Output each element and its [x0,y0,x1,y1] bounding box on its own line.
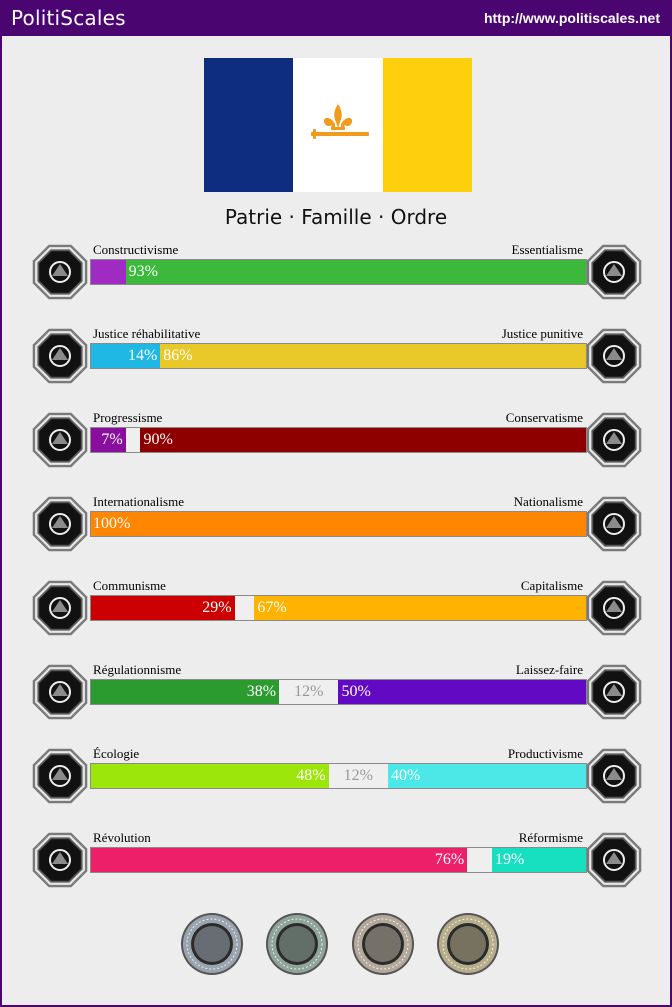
axis-left-segment: 38% [91,680,279,704]
axis-right-segment: 90% [140,428,586,452]
flag-stripe-right [383,58,472,192]
axis-right-label: Justice punitive [501,326,583,341]
axis-left-label: Internationalisme [93,494,184,509]
gear-icon [584,746,644,806]
axis-neutral-segment [126,428,141,452]
axis-bar [90,763,587,789]
axis-right-segment: 19% [492,848,586,872]
pyramid-eye-seal-icon [265,912,329,976]
axis-left-segment: 48% [91,764,329,788]
ruler-icon [30,662,90,722]
axis-left-label: Révolution [93,830,151,845]
feather-icon [30,410,90,470]
axis-neutral-segment [235,596,255,620]
money-bag-icon [584,578,644,638]
axis-right-segment: 86% [160,344,586,368]
axis-left-label: Constructivisme [93,242,179,257]
gear-icon [584,746,644,806]
axis-left-segment: 29% [91,596,235,620]
globe-icon [30,494,90,554]
handshake-icon [30,326,90,386]
eye-icon [30,242,90,302]
axis-row [2,830,670,894]
hammer-sickle-icon [30,578,90,638]
quill-icon [584,410,644,470]
axis-left-segment: 76% [91,848,467,872]
compass-seal-icon [351,912,415,976]
tree-icon [30,746,90,806]
axis-bar [90,427,587,453]
axis-row [2,326,670,390]
axis-neutral-segment [467,848,492,872]
axis-left-segment: 14% [91,344,160,368]
axis-left-segment: 7% [91,428,126,452]
flag-icon [584,494,644,554]
site-url-link[interactable]: http://www.politiscales.net [483,10,660,26]
crown-seal-icon-graphic [436,912,500,976]
axis-bar [90,511,587,537]
axis-row [2,746,670,810]
crown-seal-icon [436,912,500,976]
handshake-icon [30,326,90,386]
flag-stripe-middle [293,58,382,192]
axis-right-label: Nationalisme [513,494,583,509]
axis-left-label: Progressisme [93,410,163,425]
axis-left-label: Régulationnisme [93,662,182,677]
axis-right-label: Laissez-faire [515,662,583,677]
prison-bars-icon [584,326,644,386]
app-header [2,0,670,36]
axis-bar [90,259,587,285]
butterfly-icon [584,662,644,722]
pyramid-eye-seal-icon-graphic [265,912,329,976]
axis-row [2,410,670,474]
ballot-icon [584,830,644,890]
money-bag-icon [584,578,644,638]
axis-left-segment [91,260,126,284]
dandelion-icon [584,242,644,302]
axis-left-segment: 100% [91,512,583,536]
tree-icon [30,746,90,806]
axis-row [2,578,670,642]
axis-right-label: Productivisme [507,746,583,761]
butterfly-icon [584,662,644,722]
axis-right-label: Essentialisme [511,242,583,257]
flag-icon [584,494,644,554]
ruler-icon [30,662,90,722]
axis-right-segment: 67% [254,596,586,620]
prison-bars-icon [584,326,644,386]
hammer-sickle-icon [30,578,90,638]
quill-icon [584,410,644,470]
globe-icon [30,494,90,554]
result-flag [204,58,472,192]
brain-seal-icon [180,912,244,976]
feather-icon [30,410,90,470]
fleur-de-lis-sword-icon [305,98,371,150]
axis-right-label: Réformisme [518,830,583,845]
eye-icon [30,242,90,302]
axis-bar [90,343,587,369]
axis-bar [90,595,587,621]
axis-right-label: Conservatisme [505,410,583,425]
axis-row [2,494,670,558]
axis-bar [90,679,587,705]
axis-left-label: Communisme [93,578,166,593]
axis-left-label: Écologie [93,746,140,761]
slogan: Patrie · Famille · Ordre [224,205,448,229]
axis-right-segment: 93% [126,260,586,284]
axis-row [2,662,670,726]
axis-left-label: Justice réhabilitative [93,326,201,341]
axis-row [2,242,670,306]
axis-right-segment: 40% [388,764,586,788]
axis-bar [90,847,587,873]
seals-row [180,912,500,976]
brain-seal-icon-graphic [180,912,244,976]
axis-right-segment: 50% [338,680,586,704]
dandelion-icon [584,242,644,302]
axis-right-label: Capitalisme [520,578,583,593]
axis-neutral-segment: 12% [279,680,338,704]
fist-icon [30,830,90,890]
ballot-icon [584,830,644,890]
axis-neutral-segment: 12% [329,764,388,788]
fist-icon [30,830,90,890]
flag-stripe-left [204,58,293,192]
compass-seal-icon-graphic [351,912,415,976]
brand-title: PolitiScales [11,6,126,30]
